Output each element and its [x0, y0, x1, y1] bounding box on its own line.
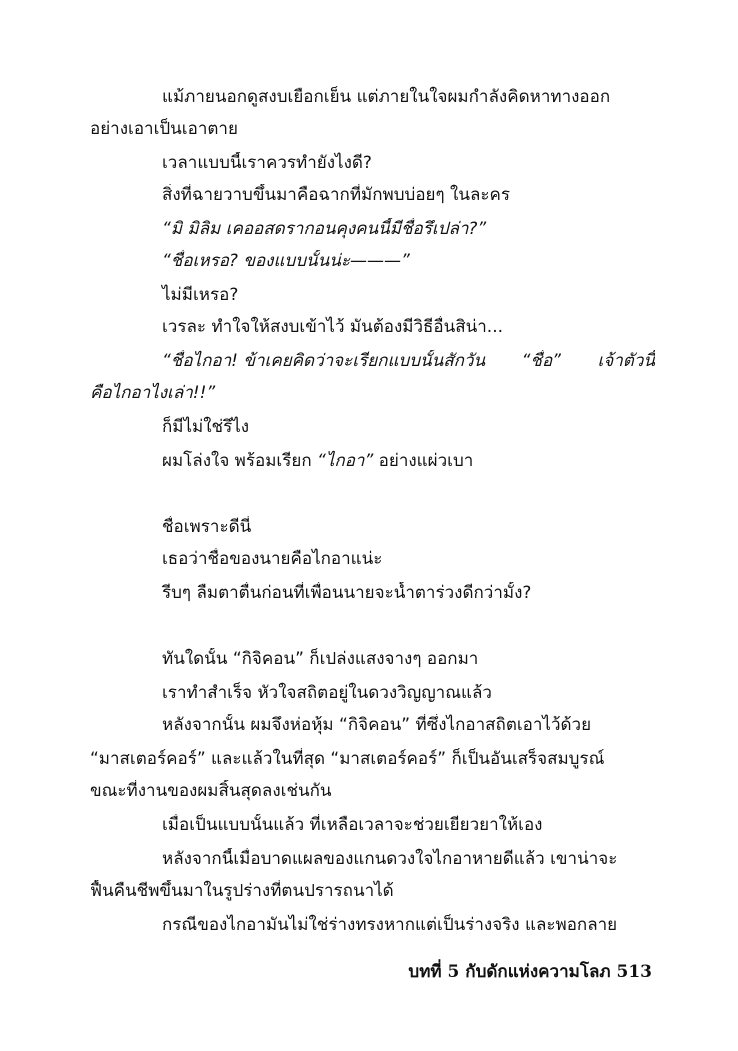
paragraph-line: “มาสเตอร์คอร์” และแล้วในที่สุด “มาสเตอร์คอร์” ก็เป็นอันเสร็จสมบูรณ์ [90, 749, 605, 769]
paragraph-line: เวลาแบบนี้เราควรทำยังไงดี? [162, 153, 372, 173]
paragraph-line: เราทำสำเร็จ หัวใจสถิตอยู่ในดวงวิญญาณแล้ว [162, 683, 492, 703]
paragraph-line: รีบๆ ลืมตาตื่นก่อนที่เพื่อนนายจะน้ำตาร่วงดีกว่ามั้ง? [162, 583, 532, 603]
paragraph-line: ขณะที่งานของผมสิ้นสุดลงเช่นกัน [90, 781, 332, 801]
dialogue-line: คือไกอาไงเล่า!!” [90, 383, 216, 403]
dialogue-line [90, 350, 655, 372]
dialogue-segment: “ชื่อ” [521, 351, 561, 371]
text-segment: ผมโล่งใจ พร้อมเรียก [162, 451, 318, 471]
paragraph-line: ฟื้นคืนชีพขึ้นมาในรูปร่างที่ตนปรารถนาได้ [90, 881, 394, 901]
page-footer: บทที่ 5 กับดักแห่งความโลภ 513 [408, 962, 652, 982]
text-segment: อย่างแผ่วเบา [373, 451, 474, 471]
paragraph-line: แม้ภายนอกดูสงบเยือกเย็น แต่ภายในใจผมกำลังคิดหาทางออก [162, 87, 611, 107]
emphasis-segment: “ไกอา” [317, 451, 374, 471]
paragraph-line: ชื่อเพราะดีนี่ [162, 517, 252, 537]
dialogue-line: “มิ มิลิม เคออสดรากอนคุงคนนี้มีชื่อรึเปล่า?” [162, 219, 487, 239]
paragraph-line: ทันใดนั้น “กิจิคอน” ก็เปล่งแสงจางๆ ออกมา [162, 649, 479, 669]
paragraph-line: ไม่มีเหรอ? [162, 285, 239, 305]
paragraph-line: สิ่งที่ฉายวาบขึ้นมาคือฉากที่มักพบบ่อยๆ ในละคร [162, 185, 511, 205]
paragraph-line: หลังจากนี้เมื่อบาดแผลของแกนดวงใจไกอาหายดีแล้ว เขาน่าจะ [162, 849, 618, 869]
paragraph-line [90, 450, 655, 472]
paragraph-line: ก็มีไม่ใช่รึไง [162, 417, 250, 437]
paragraph-line: อย่างเอาเป็นเอาตาย [90, 119, 238, 139]
paragraph-line: หลังจากนั้น ผมจึงห่อหุ้ม “กิจิคอน” ที่ซึ่งไกอาสถิตเอาไว้ด้วย [162, 715, 592, 735]
paragraph-line: เวรละ ทำใจให้สงบเข้าไว้ มันต้องมีวิธีอื่นสิน่า... [162, 317, 503, 337]
dialogue-line: “ชื่อเหรอ? ของแบบนั้นน่ะ———” [162, 251, 410, 271]
dialogue-segment: เจ้าตัวนี้ [597, 351, 655, 371]
paragraph-line: เธอว่าชื่อของนายคือไกอาแน่ะ [162, 549, 383, 569]
paragraph-line: เมื่อเป็นแบบนั้นแล้ว ที่เหลือเวลาจะช่วยเยียวยาให้เอง [162, 815, 543, 835]
paragraph-line: กรณีของไกอามันไม่ใช่ร่างทรงหากแต่เป็นร่างจริง และพอกลาย [162, 915, 618, 935]
dialogue-segment: “ชื่อไกอา! ข้าเคยคิดว่าจะเรียกแบบนั้นสักวัน [162, 351, 486, 371]
